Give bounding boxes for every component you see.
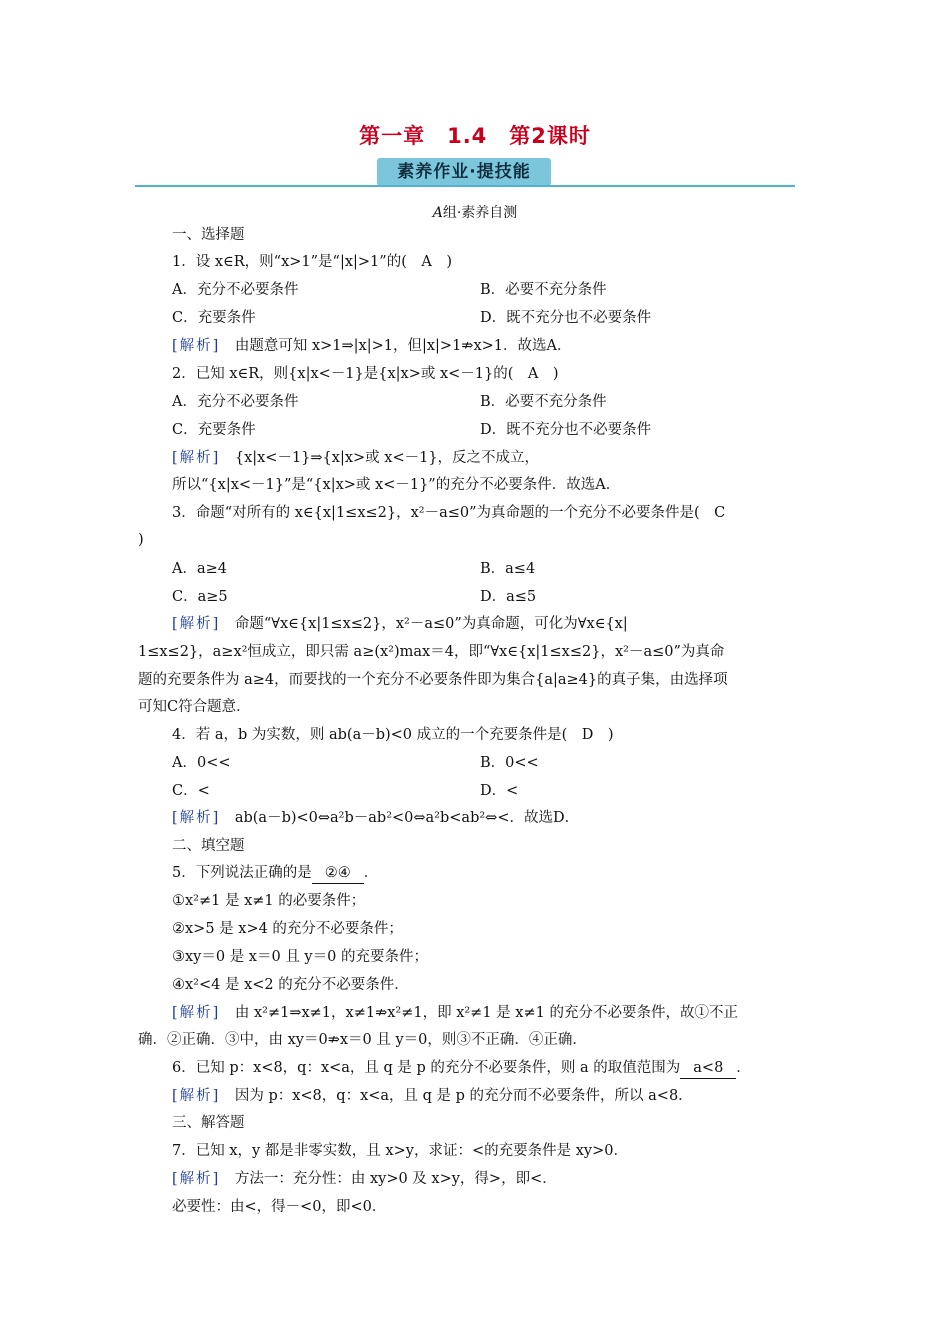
solution-text: 方法一：充分性：由 xy>0 及 x>y，得>，即<．: [220, 1171, 557, 1187]
option-d: D．a≤5: [480, 589, 537, 605]
option-c: C．充要条件: [172, 310, 256, 326]
solution-2: [172, 448, 539, 468]
statement-2: ②x>5 是 x>4 的充分不必要条件；: [172, 921, 403, 937]
option-d: D．既不充分也不必要条件: [480, 422, 652, 438]
solution-tag: [ 解析 ]: [172, 1005, 220, 1021]
solution-3: [172, 614, 628, 634]
solution-3-cont: 题的充要条件为 a≥4，而要找的一个充分不必要条件即为集合{a|a≥4}的真子集，由选择项: [138, 672, 728, 688]
option-a: A．0<<: [172, 755, 231, 771]
question-2: 2．已知 x∈R，则{x|x<－1}是{x|x>或 x<－1}的( A ): [172, 366, 559, 382]
option-b: B．0<<: [480, 755, 539, 771]
question-end: ．: [736, 1060, 751, 1076]
solution-text: ab(a－b)<0⇔a²b－ab²<0⇔a²b<ab²⇔<．故选D．: [220, 810, 580, 826]
solution-2-cont: 所以“{x|x<－1}”是“{x|x>或 x<－1}”的充分不必要条件．故选A．: [172, 477, 621, 493]
solution-tag: [ 解析 ]: [172, 616, 220, 632]
solution-tag: [ 解析 ]: [172, 1171, 220, 1187]
option-a: A．充分不必要条件: [172, 394, 299, 410]
solution-text: 由题意可知 x>1⇒|x|>1，但|x|>1⇏x>1．故选A．: [220, 338, 572, 354]
page-title: 第一章 1.4 第2课时: [359, 124, 591, 148]
section-heading: 一、选择题: [172, 227, 245, 243]
solution-5: [172, 1003, 738, 1023]
question-3-cont: ): [138, 532, 144, 548]
option-d: D．既不充分也不必要条件: [480, 310, 652, 326]
section-banner: 素养作业·提技能: [377, 158, 551, 186]
question-1: 1．设 x∈R，则“x>1”是“|x|>1”的( A ): [172, 254, 452, 270]
header-divider: [135, 185, 795, 187]
option-d: D．<: [480, 783, 519, 799]
option-c: C．a≥5: [172, 589, 228, 605]
answer-blank: ②④: [312, 863, 364, 884]
question-4: 4．若 a，b 为实数，则 ab(a－b)<0 成立的一个充要条件是( D ): [172, 727, 614, 743]
solution-tag: [ 解析 ]: [172, 810, 220, 826]
solution-tag: [ 解析 ]: [172, 1088, 220, 1104]
solution-3-cont: 1≤x≤2}，a≥x²恒成立，即只需 a≥(x²)max＝4，即“∀x∈{x|1≤x≤2}，x²－a≤0”为真命: [138, 644, 725, 660]
solution-text: {x|x<－1}⇒{x|x>或 x<－1}，反之不成立，: [220, 450, 540, 466]
group-heading: [0, 202, 950, 222]
answer-blank: a<8: [680, 1058, 736, 1079]
group-letter: A: [432, 205, 443, 221]
option-a: A．充分不必要条件: [172, 282, 299, 298]
solution-7: [172, 1169, 557, 1189]
solution-text: 由 x²≠1⇒x≠1，x≠1⇏x²≠1，即 x²≠1 是 x≠1 的充分不必要条件，故①不正: [220, 1005, 738, 1021]
question-6: [172, 1058, 751, 1079]
question-text: 6．已知 p：x<8，q：x<a，且 q 是 p 的充分不必要条件，则 a 的取值范围为: [172, 1060, 681, 1076]
statement-1: ①x²≠1 是 x≠1 的必要条件；: [172, 893, 366, 909]
question-3: 3．命题“对所有的 x∈{x|1≤x≤2}，x²－a≤0”为真命题的一个充分不必要条件是( C: [172, 505, 726, 521]
option-b: B．必要不充分条件: [480, 282, 607, 298]
solution-text: 命题“∀x∈{x|1≤x≤2}，x²－a≤0”为真命题，可化为∀x∈{x|: [220, 616, 628, 632]
option-c: C．充要条件: [172, 422, 256, 438]
question-text: 5．下列说法正确的是: [172, 865, 312, 881]
option-b: B．必要不充分条件: [480, 394, 607, 410]
option-a: A．a≥4: [172, 561, 227, 577]
solution-7-cont: 必要性：由<，得－<0，即<0．: [172, 1199, 387, 1215]
section-heading: 二、填空题: [172, 838, 245, 854]
option-b: B．a≤4: [480, 561, 536, 577]
solution-6: [172, 1086, 693, 1106]
solution-1: [172, 336, 571, 356]
solution-tag: [ 解析 ]: [172, 338, 220, 354]
group-heading-text: 组·素养自测: [442, 205, 518, 221]
solution-tag: [ 解析 ]: [172, 450, 220, 466]
solution-4: [172, 808, 579, 828]
statement-4: ④x²<4 是 x<2 的充分不必要条件．: [172, 977, 409, 993]
statement-3: ③xy＝0 是 x＝0 且 y＝0 的充要条件；: [172, 949, 428, 965]
solution-text: 因为 p：x<8，q：x<a，且 q 是 p 的充分而不必要条件，所以 a<8．: [220, 1088, 693, 1104]
solution-3-cont: 可知C符合题意．: [138, 699, 251, 715]
question-end: ．: [363, 865, 379, 881]
solution-5-cont: 确．②正确．③中，由 xy＝0⇏x＝0 且 y＝0，则③不正确．④正确．: [138, 1032, 587, 1048]
question-7: 7．已知 x，y 都是非零实数，且 x>y，求证：<的充要条件是 xy>0．: [172, 1143, 628, 1159]
option-c: C．<: [172, 783, 210, 799]
section-heading: 三、解答题: [172, 1115, 245, 1131]
question-5: [172, 863, 378, 884]
